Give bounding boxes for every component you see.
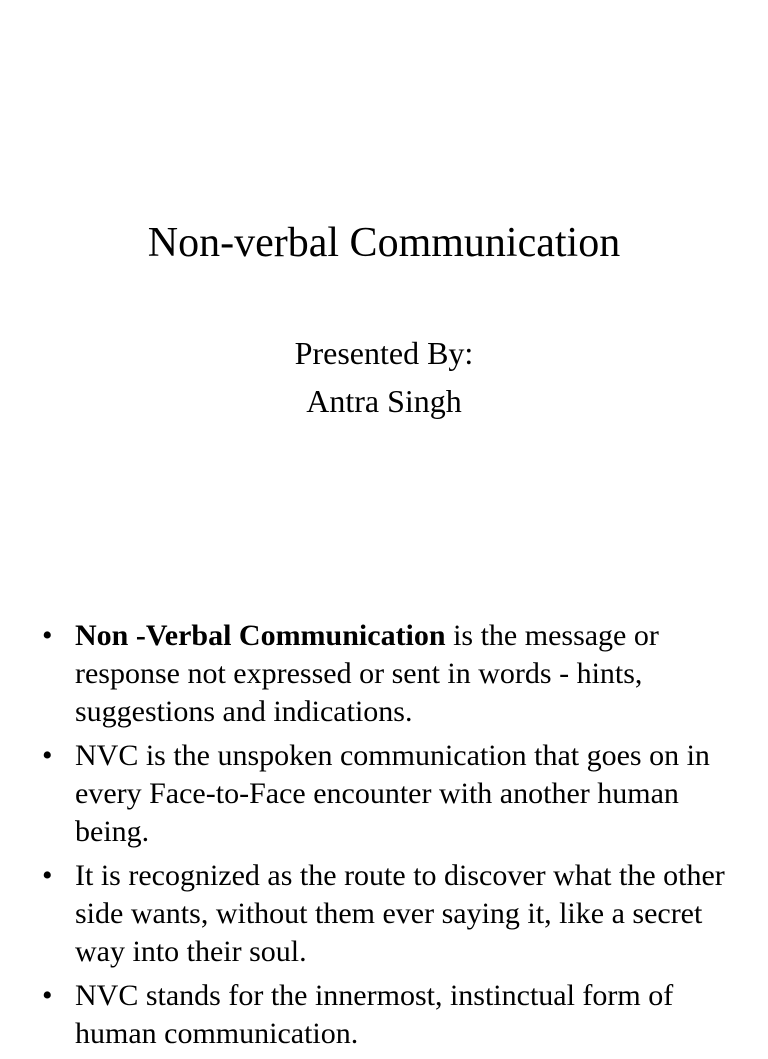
slide-title: Non-verbal Communication [147,220,621,266]
bullet-dot-icon: • [42,859,53,892]
bullet-list [42,617,732,1059]
presenter-name: Antra Singh [306,383,462,419]
bullet-item [42,617,732,731]
bullet-text: is the message or response not expressed or sent in words - hints, suggestions and indications. [75,619,659,728]
bullet-text: NVC is the unspoken communication that goes on in every Face-to-Face encounter with another human being. [75,739,710,848]
bullet-text: It is recognized as the route to discover what the other side wants, without them ever saying it, like a secret way into their soul. [75,859,725,968]
bullet-item [42,977,732,1053]
bullet-bold-term: Non -Verbal Communication [75,619,446,652]
bullet-item [42,857,732,971]
content-slide [0,600,768,1050]
bullet-item [42,737,732,851]
bullet-dot-icon: • [42,979,53,1012]
presenter-label: Presented By: [294,335,474,371]
bullet-dot-icon: • [42,619,53,652]
bullet-text: NVC stands for the innermost, instinctual form of human communication. [75,979,674,1050]
bullet-dot-icon: • [42,739,53,772]
